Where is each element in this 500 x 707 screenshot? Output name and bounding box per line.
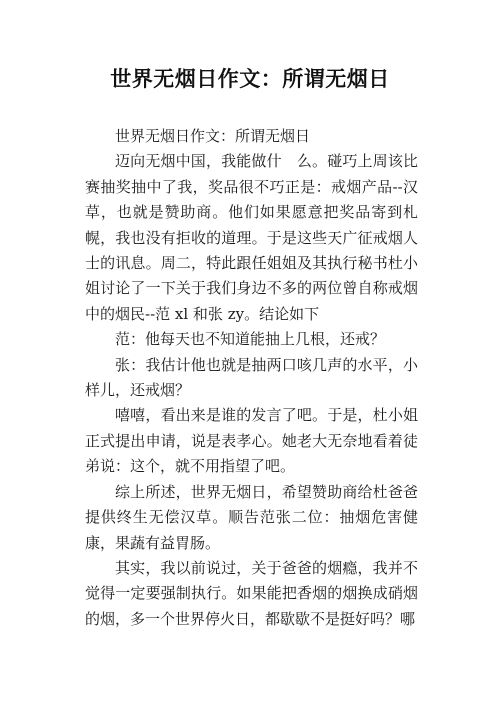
document-body xyxy=(85,124,418,632)
paragraph-closing: 其实，我以前说过，关于爸爸的烟瘾，我并不觉得一定要强制执行。如果能把香烟的烟换成硝烟的烟，多一个世界停火日，都歇歇不是挺好吗？哪 xyxy=(85,558,418,628)
paragraph-summary: 综上所述，世界无烟日，希望赞助商给杜爸爸提供终生无偿汉草。顺告范张二位：抽烟危害健康，果蔬有益胃肠。 xyxy=(85,482,418,552)
paragraph-subtitle: 世界无烟日作文：所谓无烟日 xyxy=(115,127,311,145)
paragraph-zhang: 张：我估计他也就是抽两口咳几声的水平，小样儿，还戒烟？ xyxy=(85,355,418,400)
document-title: 世界无烟日作文：所谓无烟日 xyxy=(110,67,390,91)
paragraph-fan: 范：他每天也不知道能抽上几根，还戒？ xyxy=(115,330,386,349)
paragraph-hehe: 嘻嘻，看出来是谁的发言了吧。于是，杜小姐正式提出申请，说是表孝心。她老大无奈地看着徒弟说：这个，就不用指望了吧。 xyxy=(85,406,418,476)
paragraph-intro: 迈向无烟中国，我能做什 么。碰巧上周该比赛抽奖抽中了我，奖品很不巧正是：戒烟产品--汉草，也就是赞助商。他们如果愿意把奖品寄到札幌，我也没有拒收的道理。于是这些天广征戒烟人士的讯息。周二，特此跟任姐姐及其执行秘书杜小姐讨论了一下关于我们身边不多的两位曾自称戒烟中的烟民--范 xl 和张 zy。结论如下 xyxy=(85,152,418,323)
